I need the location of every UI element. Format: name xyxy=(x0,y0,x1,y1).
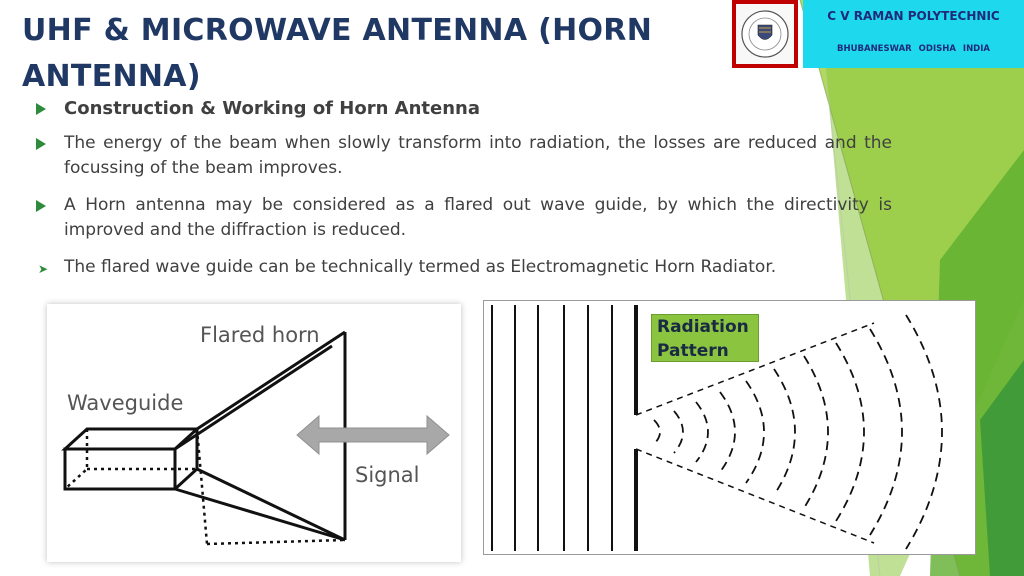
institute-location: BHUBANESWAR ODISHA INDIA xyxy=(837,44,990,54)
flared-horn-label: Flared horn xyxy=(200,323,320,347)
horn-antenna-figure xyxy=(47,304,461,562)
bullet-text: A Horn antenna may be considered as a flared out wave guide, by which the directivity is improved and the diffraction is reduced. xyxy=(64,195,892,240)
bullet-item xyxy=(30,96,892,121)
arrowhead-bullet-icon: ➤ xyxy=(38,262,49,276)
institute-name: C V RAMAN POLYTECHNIC xyxy=(827,9,1000,23)
bullet-list xyxy=(30,96,892,292)
triangle-bullet-icon xyxy=(36,138,46,150)
bullet-text: The flared wave guide can be technically termed as Electromagnetic Horn Radiator. xyxy=(64,257,777,277)
bullet-item xyxy=(30,131,892,181)
triangle-bullet-icon xyxy=(36,103,46,115)
signal-label: Signal xyxy=(355,463,420,487)
bullet-item xyxy=(30,193,892,243)
institute-banner xyxy=(803,0,1024,68)
waveguide-label: Waveguide xyxy=(67,391,184,415)
bullet-item xyxy=(30,255,892,280)
radiation-pattern-label: Radiation Pattern xyxy=(651,314,759,362)
triangle-bullet-icon xyxy=(36,200,46,212)
slide-title: UHF & MICROWAVE ANTENNA (HORN ANTENNA) xyxy=(22,13,653,94)
bullet-text: The energy of the beam when slowly transform into radiation, the losses are reduced and the focussing of the beam improves. xyxy=(64,133,892,178)
institute-logo xyxy=(732,0,798,68)
bullet-text: Construction & Working of Horn Antenna xyxy=(64,98,481,119)
